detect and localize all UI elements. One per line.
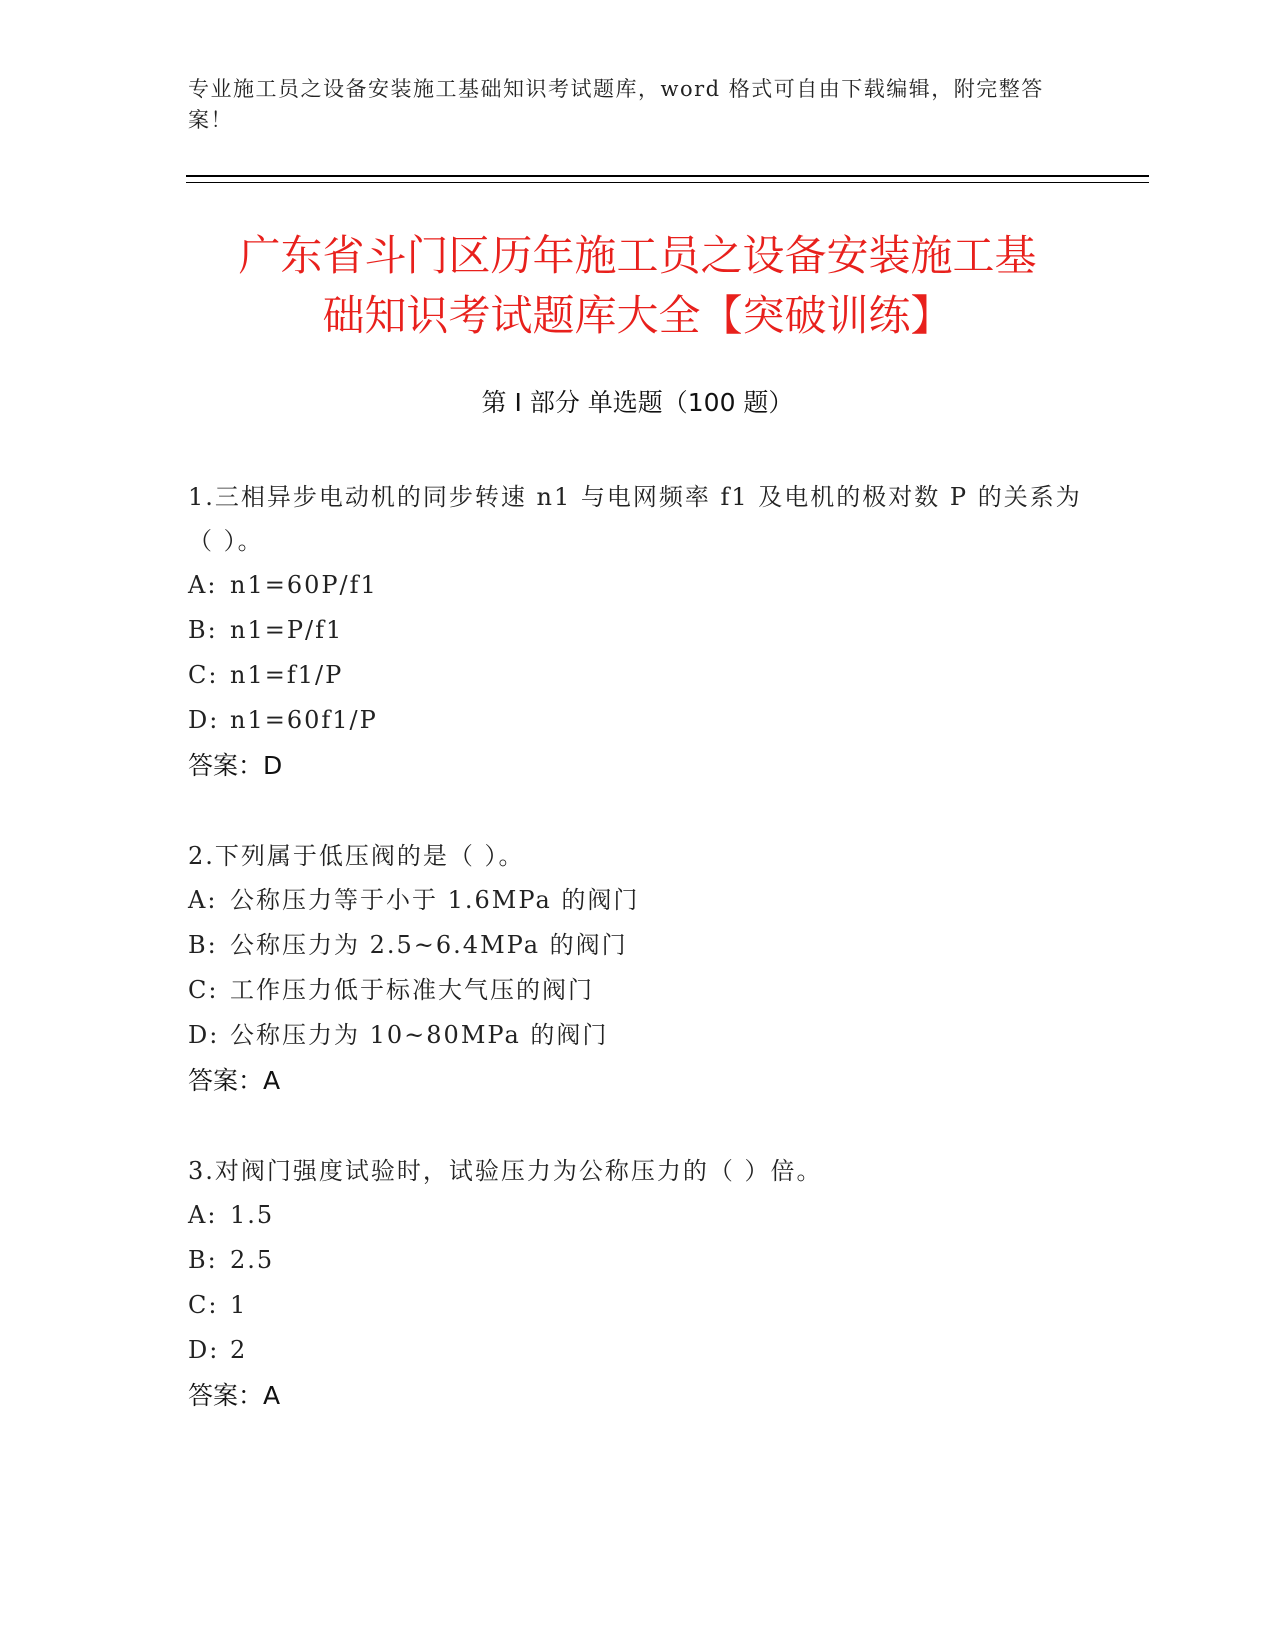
option-b [188,923,1088,968]
question-1 [188,475,1088,789]
option-d [188,1013,1088,1058]
option-text: 工作压力低于标准大气压的阀门 [230,976,594,1004]
header-divider-thin [186,182,1149,183]
option-letter: B: [188,1246,218,1274]
header-note: 专业施工员之设备安装施工基础知识考试题库，word 格式可自由下载编辑，附完整答案！ [188,77,1044,132]
question-3 [188,1149,1088,1419]
option-text: 公称压力等于小于 1.6MPa 的阀门 [230,886,640,914]
document-title-line-1: 广东省斗门区历年施工员之设备安装施工基 [238,231,1037,280]
option-text: 1.5 [230,1201,275,1229]
option-letter: B: [188,931,218,959]
option-letter: C: [188,661,219,689]
question-stem: 3.对阀门强度试验时，试验压力为公称压力的（ ）倍。 [188,1157,823,1185]
option-letter: A: [188,571,218,599]
option-letter: A: [188,1201,218,1229]
section-title: 第 I 部分 单选题（100 题） [481,388,794,417]
option-c [188,968,1088,1013]
document-title [160,226,1115,346]
option-text: 1 [230,1291,248,1319]
option-d [188,698,1088,743]
option-b [188,1238,1088,1283]
option-c [188,653,1088,698]
answer-line: 答案：D [188,751,283,780]
question-2 [188,834,1088,1104]
option-letter: A: [188,886,218,914]
option-text: 公称压力为 2.5~6.4MPa 的阀门 [230,931,628,959]
option-text: 公称压力为 10~80MPa 的阀门 [230,1021,609,1049]
answer-line: 答案：A [188,1066,281,1095]
header-divider-thick [186,175,1149,177]
option-letter: C: [188,1291,219,1319]
answer-line: 答案：A [188,1381,281,1410]
option-text: n1=60f1/P [230,706,378,734]
option-b [188,608,1088,653]
option-text: 2 [230,1336,248,1364]
option-a [188,563,1088,608]
option-text: n1=f1/P [230,661,344,689]
option-letter: D: [188,1021,220,1049]
option-a [188,1193,1088,1238]
option-a [188,878,1088,923]
option-text: n1=60P/f1 [230,571,378,599]
question-stem: 2.下列属于低压阀的是（ ）。 [188,842,525,870]
option-d [188,1328,1088,1373]
option-letter: B: [188,616,218,644]
document-title-line-2: 础知识考试题库大全【突破训练】 [322,291,953,340]
option-text: n1=P/f1 [230,616,344,644]
option-text: 2.5 [230,1246,275,1274]
option-letter: D: [188,1336,220,1364]
question-stem: 1.三相异步电动机的同步转速 n1 与电网频率 f1 及电机的极对数 P 的关系为（ ）。 [188,483,1082,555]
question-list [188,475,1088,1464]
option-letter: C: [188,976,219,1004]
option-c [188,1283,1088,1328]
option-letter: D: [188,706,220,734]
